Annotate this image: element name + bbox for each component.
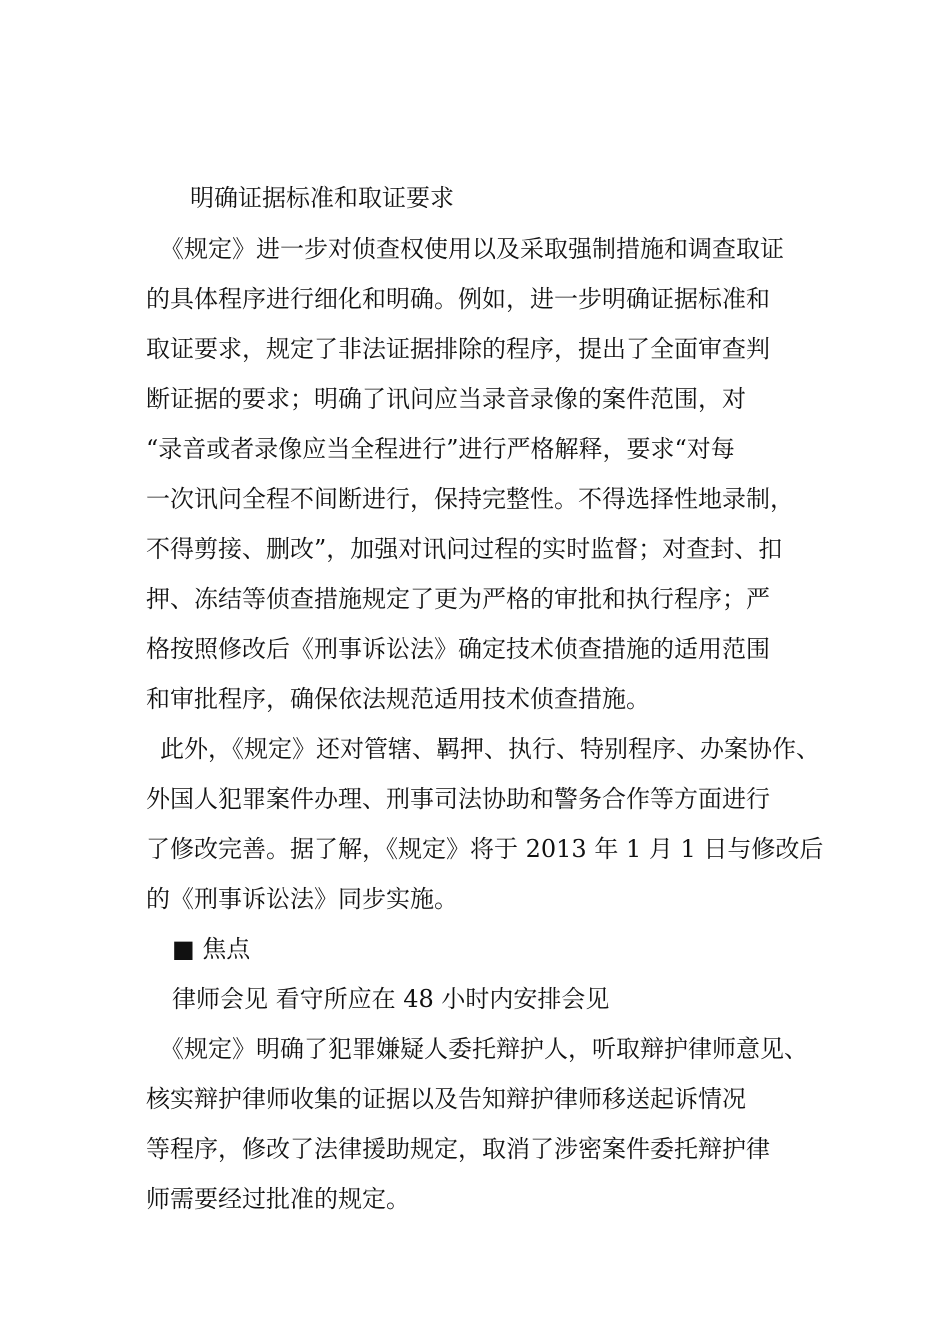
paragraph-1-line-7: 不得剪接、删改”，加强对讯问过程的实时监督；对查封、扣 [146,535,783,563]
subheading: 律师会见 看守所应在 48 小时内安排会见 [172,985,610,1013]
paragraph-3-line-2: 核实辩护律师收集的证据以及告知辩护律师移送起诉情况 [146,1085,746,1113]
paragraph-1-line-6: 一次讯问全程不间断进行，保持完整性。不得选择性地录制， [146,485,794,513]
paragraph-1-line-2: 的具体程序进行细化和明确。例如，进一步明确证据标准和 [146,285,770,313]
paragraph-3-line-4: 师需要经过批准的规定。 [146,1185,410,1213]
paragraph-2-line-1: 此外，《规定》还对管辖、羁押、执行、特别程序、办案协作、 [160,735,820,763]
paragraph-1-line-3: 取证要求，规定了非法证据排除的程序，提出了全面审查判 [146,335,770,363]
paragraph-2-line-3: 了修改完善。据了解，《规定》将于 2013 年 1 月 1 日与修改后 [146,835,824,863]
section-heading: 明确证据标准和取证要求 [190,184,454,212]
paragraph-1-line-10: 和审批程序，确保依法规范适用技术侦查措施。 [146,685,650,713]
paragraph-2-line-2: 外国人犯罪案件办理、刑事司法协助和警务合作等方面进行 [146,785,770,813]
paragraph-1-line-9: 格按照修改后《刑事诉讼法》确定技术侦查措施的适用范围 [146,635,770,663]
paragraph-1-line-5: “录音或者录像应当全程进行”进行严格解释，要求“对每 [146,435,735,463]
paragraph-1-line-1: 《规定》进一步对侦查权使用以及采取强制措施和调查取证 [160,235,784,263]
paragraph-2-line-4: 的《刑事诉讼法》同步实施。 [146,885,458,913]
paragraph-1-line-8: 押、冻结等侦查措施规定了更为严格的审批和执行程序；严 [146,585,770,613]
paragraph-3-line-1: 《规定》明确了犯罪嫌疑人委托辩护人，听取辩护律师意见、 [160,1035,808,1063]
focus-marker: ■ 焦点 [172,935,251,963]
paragraph-3-line-3: 等程序，修改了法律援助规定，取消了涉密案件委托辩护律 [146,1135,770,1163]
paragraph-1-line-4: 断证据的要求；明确了讯问应当录音录像的案件范围，对 [146,385,746,413]
